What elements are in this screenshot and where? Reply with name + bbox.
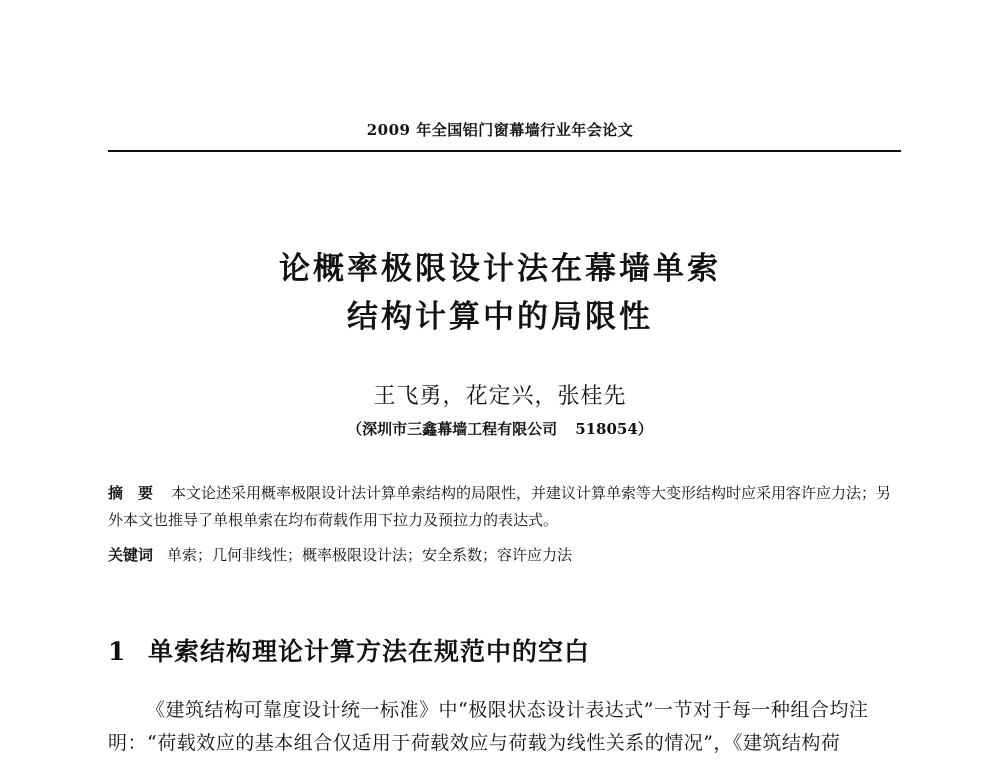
section-number: 1	[108, 637, 127, 666]
section-1-paragraph: 《建筑结构可靠度设计统一标准》中“极限状态设计表达式”一节对于每一种组合均注明：“荷载效应的基本组合仅适用于荷载效应与荷载为线性关系的情况”，《建筑结构荷	[108, 699, 869, 754]
paper-affiliation	[0, 418, 1000, 439]
header-rule	[108, 150, 901, 152]
paper-authors: 王飞勇，花定兴，张桂先	[373, 384, 627, 409]
paper-title-line-2: 结构计算中的局限性	[347, 299, 653, 335]
abstract	[108, 480, 901, 534]
paper-title-line-1: 论概率极限设计法在幕墙单索	[279, 251, 721, 287]
affiliation-postal-code: 518054）	[575, 420, 653, 438]
keywords-text: 单索；几何非线性；概率极限设计法；安全系数；容许应力法	[167, 546, 573, 564]
section-1-heading	[108, 632, 901, 668]
keywords	[108, 542, 901, 569]
keywords-label: 关键词	[108, 546, 154, 564]
affiliation-name: （深圳市三鑫幕墙工程有限公司	[347, 420, 558, 438]
abstract-label: 摘 要	[108, 484, 154, 502]
running-header: 2009 年全国铝门窗幕墙行业年会论文	[366, 121, 634, 139]
abstract-text: 本文论述采用概率极限设计法计算单索结构的局限性，并建议计算单索等大变形结构时应采用容许应力法；另外本文也推导了单根单索在均布荷载作用下拉力及预拉力的表达式。	[108, 484, 892, 529]
section-heading-text: 单索结构理论计算方法在规范中的空白	[148, 637, 591, 666]
